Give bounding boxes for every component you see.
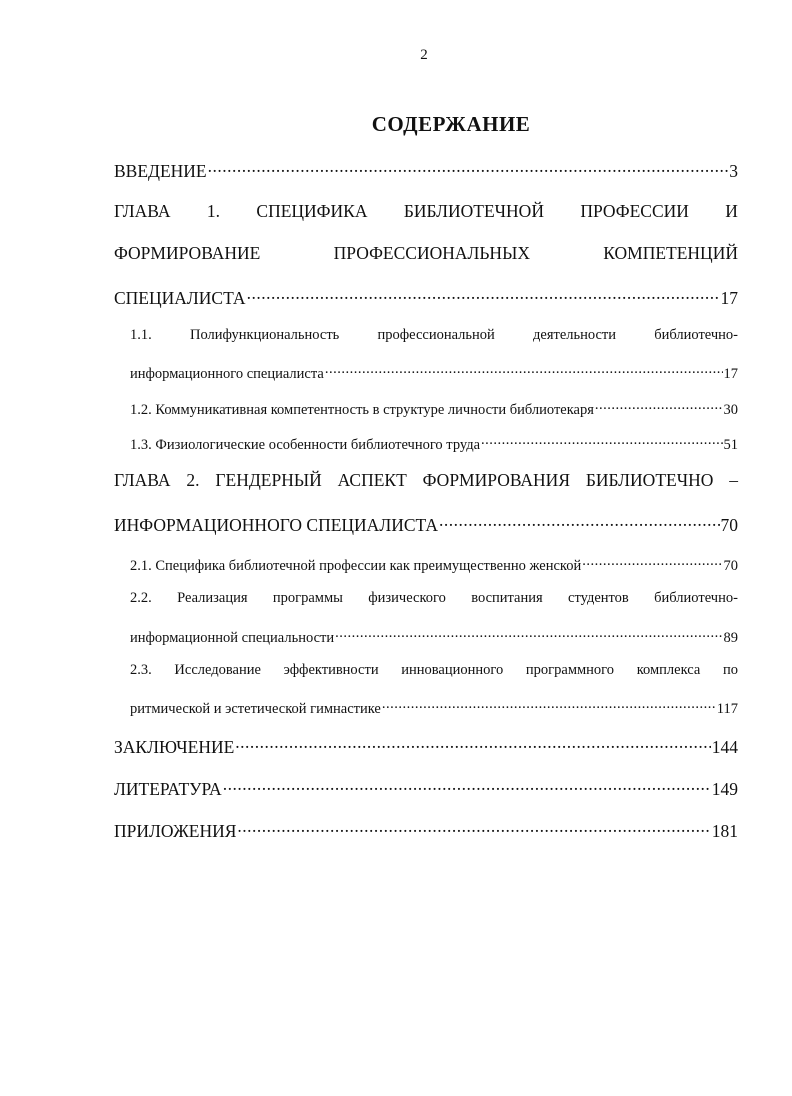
toc-page-number: 181 [711, 821, 738, 842]
toc-section-2-1[interactable] [130, 554, 738, 575]
toc-word: ФОРМИРОВАНИЯ [422, 470, 570, 490]
toc-dot-leader [335, 626, 722, 642]
toc-section-2-3-line2[interactable] [130, 697, 738, 718]
toc-word: инновационного [401, 662, 504, 678]
toc-entry-label: 1.2. Коммуникативная компетентность в структуре личности библиотекаря [130, 401, 594, 418]
toc-chapter2-line1[interactable] [114, 470, 738, 491]
toc-section-2-2-line1[interactable] [130, 590, 738, 607]
toc-word: ФОРМИРОВАНИЕ [114, 243, 261, 263]
toc-dot-leader [208, 158, 729, 177]
toc-section-1-3[interactable] [130, 433, 738, 454]
toc-entry-label: ПРИЛОЖЕНИЯ [114, 821, 237, 842]
toc-entry-intro[interactable] [114, 158, 738, 182]
toc-chapter1-line1[interactable] [114, 201, 738, 222]
toc-section-1-2[interactable] [130, 398, 738, 419]
toc-entry-label: ИНФОРМАЦИОННОГО СПЕЦИАЛИСТА [114, 515, 438, 536]
toc-dot-leader [481, 433, 722, 449]
toc-chapter2-line2[interactable] [114, 512, 738, 536]
toc-page-number: 70 [723, 557, 738, 574]
toc-page-number: 70 [720, 515, 738, 536]
toc-dot-leader [382, 697, 716, 713]
toc-entry-appendix[interactable] [114, 818, 738, 842]
toc-section-1-1-line1[interactable] [130, 327, 738, 344]
toc-word: студентов [568, 590, 629, 606]
toc-page-number: 89 [723, 629, 738, 646]
toc-page-number: 51 [723, 436, 738, 453]
toc-word: библиотечно- [654, 590, 738, 606]
toc-page-number: 117 [716, 700, 738, 717]
toc-entry-label: ЗАКЛЮЧЕНИЕ [114, 737, 235, 758]
toc-word: профессиональной [377, 327, 495, 343]
toc-entry-label: ВВЕДЕНИЕ [114, 161, 207, 182]
toc-word: по [722, 662, 738, 678]
toc-page-number: 149 [711, 779, 738, 800]
toc-word: 1.1. [130, 327, 152, 343]
toc-word: программного [525, 662, 615, 678]
toc-entry-label: ритмической и эстетической гимнастике [130, 700, 381, 717]
toc-section-2-2-line2[interactable] [130, 626, 738, 647]
toc-entry-label: информационной специальности [130, 629, 335, 646]
toc-word: Полифункциональность [189, 327, 340, 343]
toc-entry-label: СПЕЦИАЛИСТА [114, 288, 246, 309]
toc-word: ГЛАВА [114, 470, 171, 490]
toc-dot-leader [237, 818, 710, 837]
toc-page-number: 17 [723, 365, 738, 382]
toc-entry-conclusion[interactable] [114, 734, 738, 758]
toc-word: – [729, 470, 738, 490]
toc-page-number: 144 [711, 737, 738, 758]
toc-word: ГЕНДЕРНЫЙ [215, 470, 322, 490]
toc-dot-leader [247, 285, 720, 304]
toc-dot-leader [439, 512, 720, 531]
toc-word: КОМПЕТЕНЦИЙ [603, 243, 738, 263]
toc-word: эффективности [283, 662, 379, 678]
toc-word: БИБЛИОТЕЧНО [585, 470, 714, 490]
toc-word: Реализация [177, 590, 248, 606]
toc-word: деятельности [533, 327, 617, 343]
toc-page-number: 17 [720, 288, 738, 309]
toc-word: воспитания [471, 590, 543, 606]
toc-word: ГЛАВА [114, 201, 171, 221]
toc-word: 2.3. [130, 662, 152, 678]
toc-dot-leader [235, 734, 710, 753]
toc-dot-leader [223, 776, 711, 795]
toc-section-1-1-line2[interactable] [130, 362, 738, 383]
toc-word: 1. [206, 201, 221, 221]
toc-entry-label: ЛИТЕРАТУРА [114, 779, 222, 800]
page-number: 2 [420, 47, 428, 63]
toc-page-number: 30 [723, 401, 738, 418]
toc-word: СПЕЦИФИКА [256, 201, 368, 221]
toc-word: 2. [186, 470, 200, 490]
toc-entry-label: информационного специалиста [130, 365, 324, 382]
toc-word: АСПЕКТ [337, 470, 407, 490]
toc-page-number: 3 [729, 161, 738, 182]
toc-dot-leader [595, 398, 723, 414]
toc-word: 2.2. [130, 590, 152, 606]
toc-entry-label: 1.3. Физиологические особенности библиотечного труда [130, 436, 481, 453]
toc-chapter1-line3[interactable] [114, 285, 738, 309]
toc-chapter1-line2[interactable] [114, 243, 738, 264]
toc-word: И [725, 201, 738, 221]
toc-word: программы [272, 590, 343, 606]
toc-entry-label: 2.1. Специфика библиотечной профессии как преимущественно женской [130, 557, 582, 574]
toc-dot-leader [325, 362, 723, 378]
toc-word: ПРОФЕССИОНАЛЬНЫХ [333, 243, 530, 263]
toc-word: комплекса [636, 662, 701, 678]
toc-dot-leader [582, 554, 722, 570]
toc-word: Исследование [174, 662, 261, 678]
toc-word: ПРОФЕССИИ [580, 201, 689, 221]
toc-entry-literature[interactable] [114, 776, 738, 800]
toc-section-2-3-line1[interactable] [130, 662, 738, 679]
page-title: СОДЕРЖАНИЕ [371, 112, 531, 136]
toc-word: физического [368, 590, 446, 606]
toc-word: библиотечно- [654, 327, 738, 343]
toc-word: БИБЛИОТЕЧНОЙ [403, 201, 544, 221]
